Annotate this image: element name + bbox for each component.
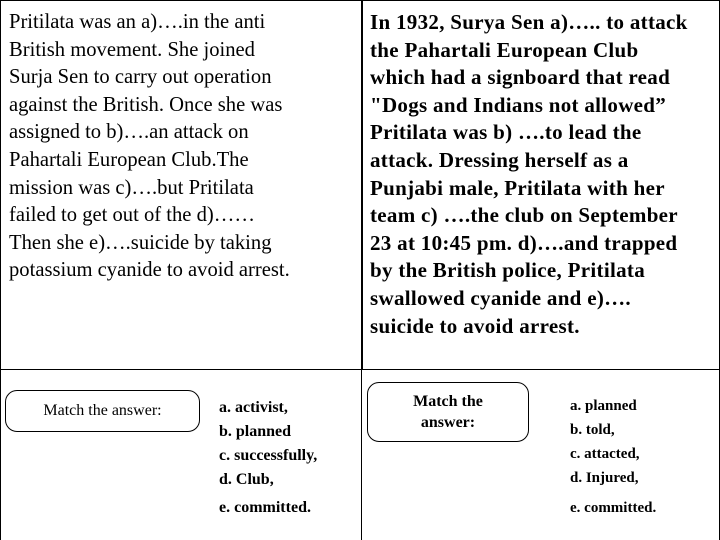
match-label-line: answer: xyxy=(420,414,476,431)
match-answer-label: Match the answer: xyxy=(5,390,200,432)
passage-line: In 1932, Surya Sen a)….. to attack xyxy=(370,10,688,34)
passage-line: which had a signboard that read xyxy=(370,65,671,90)
answer-option: c. successfully, xyxy=(219,447,318,464)
answer-option: b. planned xyxy=(219,423,292,440)
answer-option: d. Injured, xyxy=(570,470,639,486)
answer-option: d. Club, xyxy=(219,471,274,488)
passage-line: team c) ….the club on September xyxy=(370,203,678,228)
match-label-line: Match the xyxy=(413,393,483,410)
passage-line: Punjabi male, Pritilata with her xyxy=(370,175,665,200)
passage-line: attack. Dressing herself as a xyxy=(370,147,629,172)
passage-line: potassium cyanide to avoid arrest. xyxy=(9,259,290,282)
passage-line: British movement. She joined xyxy=(9,38,255,61)
answer-option: c. attacted, xyxy=(570,446,640,462)
passage-line: the Pahartali European Club xyxy=(370,37,639,62)
answer-option: a. activist, xyxy=(219,399,288,416)
passage-line: Pritilata was an a)….in the anti xyxy=(9,11,266,33)
answer-option: b. told, xyxy=(570,422,615,438)
passage-line: Pahartali European Club.The xyxy=(9,148,249,171)
answer-option: e. committed. xyxy=(219,499,311,516)
match-answer-label xyxy=(367,382,529,442)
passage-line: suicide to avoid arrest. xyxy=(370,313,580,338)
passage-line: against the British. Once she was xyxy=(9,93,283,116)
passage-line: "Dogs and Indians not allowed” xyxy=(370,92,667,117)
left-answer-section xyxy=(0,370,362,540)
answer-list xyxy=(219,396,318,516)
passage-line: Surja Sen to carry out operation xyxy=(9,66,272,89)
passage-line: Pritilata was b) ….to lead the xyxy=(370,120,642,145)
passage-line: mission was c)….but Pritilata xyxy=(9,176,254,199)
answer-option: a. planned xyxy=(570,398,637,414)
answer-option: e. committed. xyxy=(570,500,657,516)
right-passage xyxy=(362,0,720,370)
passage-line: failed to get out of the d)…… xyxy=(9,204,255,227)
passage-line: by the British police, Pritilata xyxy=(370,258,645,283)
right-answer-section xyxy=(362,370,720,540)
left-passage xyxy=(0,0,362,370)
passage-line: swallowed cyanide and e)…. xyxy=(370,285,631,310)
passage-line: Then she e)….suicide by taking xyxy=(9,231,272,254)
passage-line: assigned to b)….an attack on xyxy=(9,121,249,144)
answer-list xyxy=(570,394,657,516)
passage-line: 23 at 10:45 pm. d)….and trapped xyxy=(370,230,678,255)
